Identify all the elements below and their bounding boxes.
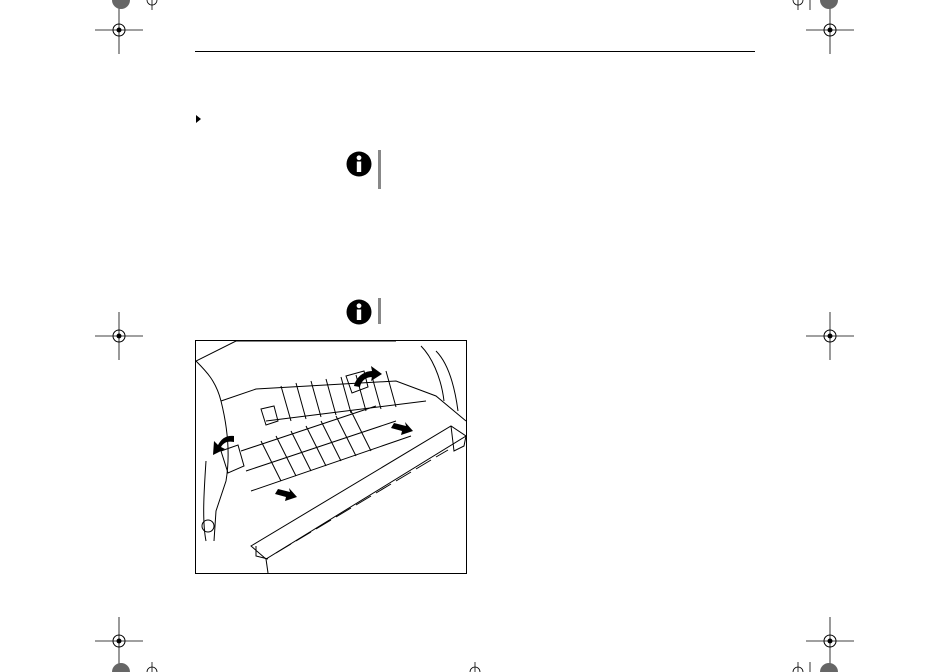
arrow-right-curved-icon xyxy=(354,366,382,387)
registration-mark-mid-right xyxy=(806,312,854,360)
registration-mark-top-right xyxy=(806,6,854,54)
arrow-down-right-icon xyxy=(275,488,297,501)
edge-mark-top xyxy=(110,0,850,12)
registration-mark-top-left xyxy=(95,6,143,54)
arrow-left-curved-icon xyxy=(213,436,234,455)
header-rule xyxy=(195,51,755,52)
arrow-down-right-icon xyxy=(391,422,413,435)
edge-mark-bottom xyxy=(110,660,850,672)
registration-mark-mid-left xyxy=(95,312,143,360)
info-icon xyxy=(346,299,372,325)
registration-mark-bottom-left xyxy=(95,617,143,665)
printer-tractor-figure xyxy=(195,340,467,574)
info-icon xyxy=(346,151,372,177)
registration-mark-bottom-right xyxy=(806,617,854,665)
printer-tractor-illustration xyxy=(196,341,466,573)
note-bar xyxy=(378,150,381,189)
note-bar xyxy=(378,298,381,324)
bullet-triangle-icon xyxy=(196,115,201,123)
